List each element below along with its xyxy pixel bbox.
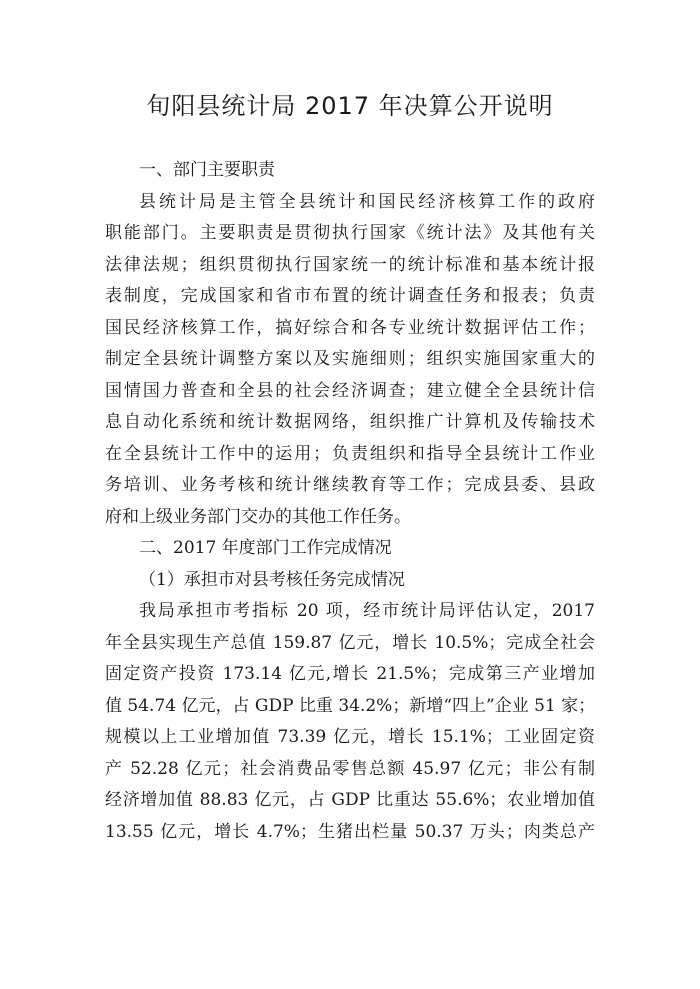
sub-heading-assessment: （1）承担市对县考核任务完成情况 (139, 569, 405, 590)
paragraph-line: 规模以上工业增加值 73.39 亿元，增长 15.1%；工业固定资 (105, 727, 595, 747)
paragraph-line: 在全县统计工作中的运用；负责组织和指导全县统计工作业 (105, 443, 595, 464)
paragraph-line: 务培训、业务考核和统计继续教育等工作；完成县委、县政 (105, 475, 595, 495)
document-body (105, 155, 595, 848)
paragraph-line: 产 52.28 亿元；社会消费品零售总额 45.97 亿元；非公有制 (105, 758, 595, 779)
paragraph-line: 表制度，完成国家和省市布置的统计调查任务和报表；负责 (105, 286, 595, 306)
paragraph-line: 国情国力普查和全县的社会经济调查；建立健全全县统计信 (105, 380, 595, 401)
paragraph-line: 法律法规；组织贯彻执行国家统一的统计标准和基本统计报 (105, 254, 595, 275)
paragraph-line: 值 54.74 亿元，占 GDP 比重 34.2%；新增“四上”企业 51 家； (105, 695, 596, 716)
document-title: 旬阳县统计局 2017 年决算公开说明 (146, 92, 554, 120)
paragraph-line: 制定全县统计调整方案以及实施细则；组织实施国家重大的 (105, 349, 595, 369)
section-heading-duties: 一、部门主要职责 (139, 160, 275, 180)
paragraph-line: 职能部门。主要职责是贯彻执行国家《统计法》及其他有关 (105, 223, 595, 243)
paragraph-line: 县统计局是主管全县统计和国民经济核算工作的政府 (139, 191, 595, 212)
paragraph-line: 国民经济核算工作，搞好综合和各专业统计数据评估工作； (105, 317, 595, 338)
paragraph-line: 府和上级业务部门交办的其他工作任务。 (105, 506, 411, 527)
paragraph-line: 13.55 亿元，增长 4.7%；生猪出栏量 50.37 万头；肉类总产 (105, 821, 595, 842)
section-heading-work: 二、2017 年度部门工作完成情况 (139, 538, 392, 558)
paragraph-line: 年全县实现生产总值 159.87 亿元，增长 10.5%；完成全社会 (105, 632, 595, 653)
paragraph-line: 经济增加值 88.83 亿元，占 GDP 比重达 55.6%；农业增加值 (105, 790, 595, 810)
paragraph-line: 固定资产投资 173.14 亿元,增长 21.5%；完成第三产业增加 (105, 664, 595, 684)
paragraph-line: 息自动化系统和统计数据网络，组织推广计算机及传输技术 (105, 412, 595, 432)
paragraph-line: 我局承担市考指标 20 项，经市统计局评估认定，2017 (139, 601, 595, 621)
